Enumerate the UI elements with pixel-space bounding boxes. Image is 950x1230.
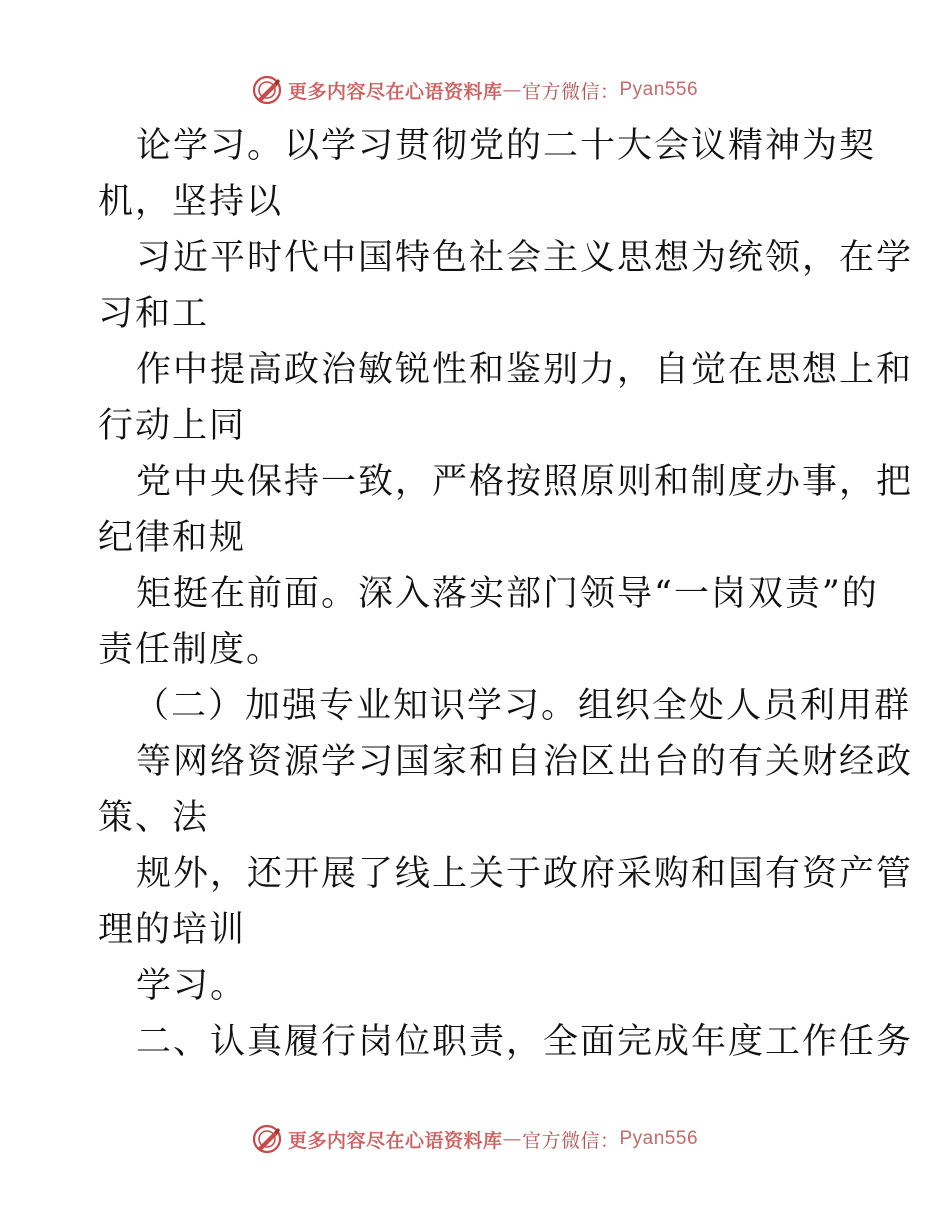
text-line: 规外，还开展了线上关于政府采购和国有资产管	[136, 854, 914, 894]
paragraph	[98, 846, 914, 958]
pen-logo-icon	[252, 1124, 282, 1154]
paragraph	[98, 678, 912, 734]
paragraph	[98, 118, 877, 230]
watermark-main-text: 更多内容尽在心语资料库	[287, 1129, 503, 1152]
text-line: 机，坚持以	[98, 182, 284, 222]
watermark-wechat-id: Pyan556	[619, 79, 699, 100]
paragraph	[98, 734, 914, 846]
text-line: 责任制度。	[98, 630, 284, 670]
text-line: 习近平时代中国特色社会主义思想为统领，在学	[136, 238, 914, 278]
pen-logo-icon	[252, 75, 282, 105]
text-line: 习和工	[98, 294, 210, 334]
footer-watermark	[0, 1122, 950, 1156]
watermark-main-text: 更多内容尽在心语资料库	[287, 80, 503, 103]
paragraph	[98, 566, 879, 678]
document-body	[98, 118, 914, 1070]
watermark-sub-text: 官方微信：	[521, 1129, 620, 1152]
text-line: 学习。	[136, 966, 248, 1006]
text-line: 矩挺在前面。深入落实部门领导“一岗双责”的	[136, 574, 879, 614]
text-line: 等网络资源学习国家和自治区出台的有关财经政	[136, 742, 914, 782]
paragraph	[98, 230, 914, 342]
paragraph	[98, 454, 914, 566]
text-line: 论学习。以学习贯彻党的二十大会议精神为契	[136, 126, 877, 166]
paragraph	[98, 342, 914, 454]
text-line: 党中央保持一致，严格按照原则和制度办事，把	[136, 462, 914, 502]
text-line: 理的培训	[98, 910, 247, 950]
watermark-wechat-id: Pyan556	[619, 1128, 699, 1149]
text-line: （二）加强专业知识学习。组织全处人员利用群	[134, 686, 912, 726]
text-line: 行动上同	[98, 406, 247, 446]
paragraph	[98, 958, 858, 1014]
watermark-dash: —	[502, 1128, 522, 1150]
paragraph	[98, 1014, 914, 1070]
section-heading: 二、认真履行岗位职责，全面完成年度工作任务	[136, 1022, 914, 1062]
text-line: 作中提高政治敏锐性和鉴别力，自觉在思想上和	[136, 350, 914, 390]
text-line: 策、法	[98, 798, 210, 838]
header-watermark	[0, 73, 950, 107]
watermark-dash: —	[502, 79, 522, 101]
watermark-sub-text: 官方微信：	[521, 80, 620, 103]
text-line: 纪律和规	[98, 518, 247, 558]
